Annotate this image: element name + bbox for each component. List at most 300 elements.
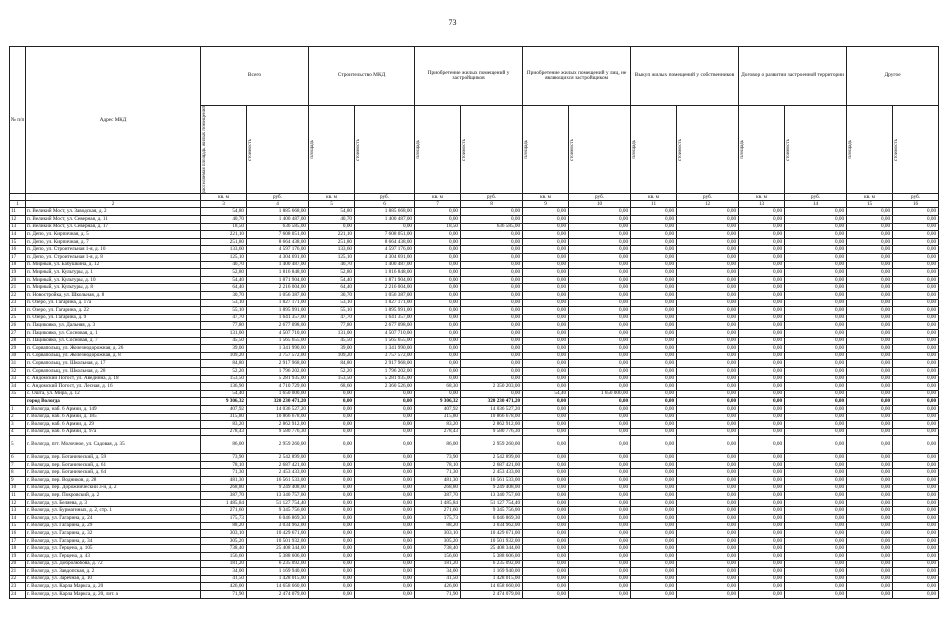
row-value: 1 871 904,00 <box>355 276 415 284</box>
row-value: 0,00 <box>785 231 847 239</box>
row-value: 0,00 <box>523 398 569 406</box>
row-value: 0,00 <box>785 246 847 254</box>
row-value: 73,90 <box>201 454 247 462</box>
row-value: 0,00 <box>677 269 739 277</box>
row-value: 0,00 <box>893 413 939 421</box>
row-value: 481,30 <box>415 477 461 485</box>
row-value: 52,20 <box>201 367 247 375</box>
row-value: 0,00 <box>893 292 939 300</box>
row-value: 0,00 <box>739 583 785 591</box>
column-numbers-row <box>10 201 939 208</box>
row-address: г. Вологда, ул. Герцена, д. 105 <box>26 545 201 553</box>
row-value: 0,00 <box>309 499 355 507</box>
row-value: 426,00 <box>201 583 247 591</box>
row-value: 2 677 098,00 <box>355 322 415 330</box>
row-value: 0,00 <box>785 575 847 583</box>
units-cell: руб. <box>247 194 309 201</box>
row-value: 14 036 527,20 <box>461 405 523 413</box>
row-value: 0,00 <box>739 337 785 345</box>
col-number: 14 <box>785 201 847 208</box>
row-value: 0,00 <box>785 352 847 360</box>
table-row <box>10 216 939 224</box>
row-value: 5 281 935,00 <box>355 375 415 383</box>
row-value: 0,00 <box>785 269 847 277</box>
row-value: 153,50 <box>201 375 247 383</box>
row-value: 0,00 <box>355 575 415 583</box>
row-value: 0,00 <box>893 208 939 216</box>
header-group-total: Всего <box>201 47 309 106</box>
row-value: 2 360 526,00 <box>355 383 415 391</box>
row-value: 0,00 <box>309 223 355 231</box>
row-value: 0,00 <box>785 454 847 462</box>
row-value: 4 597 176,00 <box>355 246 415 254</box>
row-value: 0,00 <box>523 337 569 345</box>
row-value: 0,00 <box>523 568 569 576</box>
header-area: площадь <box>309 106 355 194</box>
row-number: 17 <box>10 254 26 262</box>
header-groups-row <box>10 47 939 106</box>
row-value: 0,00 <box>785 428 847 436</box>
row-value: 0,00 <box>847 477 893 485</box>
row-value: 2 350 203,00 <box>461 383 523 391</box>
row-number: 19 <box>10 269 26 277</box>
row-address: г. Вологда, наб. 6 Армии, д. 97а <box>26 428 201 436</box>
row-value: 1 895 991,00 <box>355 307 415 315</box>
row-value: 9 345 756,00 <box>247 507 309 515</box>
row-value: 0,00 <box>631 484 677 492</box>
row-value: 0,00 <box>415 345 461 353</box>
row-value: 0,00 <box>309 390 355 398</box>
row-value: 0,00 <box>847 560 893 568</box>
row-value: 0,00 <box>785 216 847 224</box>
row-value: 0,00 <box>893 461 939 469</box>
row-address: г. Вологда, ул. Карла Маркса, д. 20, лит. а <box>26 590 201 598</box>
row-value: 0,00 <box>355 461 415 469</box>
row-value: 0,00 <box>569 530 631 538</box>
row-value: 221,10 <box>309 231 355 239</box>
row-address: п. Депо, ул. Кирпичная, д. 7 <box>26 238 201 246</box>
row-value: 4 507 710,00 <box>247 329 309 337</box>
row-value: 0,00 <box>847 292 893 300</box>
row-value: 0,00 <box>461 307 523 315</box>
row-number: 22 <box>10 575 26 583</box>
row-value: 2 917 968,00 <box>355 360 415 368</box>
row-value: 2 687 421,00 <box>461 461 523 469</box>
row-number: 33 <box>10 375 26 383</box>
row-value: 0,00 <box>893 522 939 530</box>
row-value: 0,00 <box>569 352 631 360</box>
table-row <box>10 238 939 246</box>
row-value: 305,20 <box>201 537 247 545</box>
table-row <box>10 575 939 583</box>
row-value: 0,00 <box>739 575 785 583</box>
row-value: 0,00 <box>739 208 785 216</box>
row-value: 0,00 <box>677 292 739 300</box>
row-value: 0,00 <box>847 461 893 469</box>
row-value: 1 565 655,00 <box>247 337 309 345</box>
row-address: г. Вологда, пер. Покровский, д. 2 <box>26 492 201 500</box>
row-value: 3 757 572,00 <box>247 352 309 360</box>
row-value: 0,00 <box>847 299 893 307</box>
row-value: 0,00 <box>569 575 631 583</box>
row-value: 0,00 <box>847 360 893 368</box>
row-value: 0,00 <box>415 254 461 262</box>
row-value: 0,00 <box>415 307 461 315</box>
row-value: 0,00 <box>569 231 631 239</box>
row-value: 0,00 <box>739 390 785 398</box>
row-value: 0,00 <box>785 421 847 429</box>
row-value: 0,00 <box>631 421 677 429</box>
row-value: 0,00 <box>893 530 939 538</box>
row-value: 78,10 <box>415 461 461 469</box>
row-value: 0,00 <box>309 398 355 406</box>
table-body <box>10 208 939 598</box>
header-group-buyout: Выкуп жилых помещений у собственников <box>631 47 739 106</box>
row-value: 0,00 <box>415 208 461 216</box>
row-value: 0,00 <box>847 469 893 477</box>
row-value: 14 036 527,20 <box>247 405 309 413</box>
table-row <box>10 337 939 345</box>
row-value: 0,00 <box>677 299 739 307</box>
row-value: 0,00 <box>523 477 569 485</box>
row-value: 271,60 <box>415 507 461 515</box>
row-value: 0,00 <box>893 299 939 307</box>
row-value: 0,00 <box>415 299 461 307</box>
row-value: 1 650 000,00 <box>247 390 309 398</box>
row-address: г. Вологда, ул. Гагарина, д. 29 <box>26 522 201 530</box>
row-value: 0,00 <box>739 436 785 454</box>
row-value: 0,00 <box>677 238 739 246</box>
row-value: 0,00 <box>785 499 847 507</box>
row-value: 175,73 <box>201 515 247 523</box>
row-value: 1 485,84 <box>201 499 247 507</box>
row-value: 0,00 <box>785 461 847 469</box>
row-address: г. Вологда, пер. Ботанический, д. 61 <box>26 461 201 469</box>
row-address: город Вологда <box>26 398 201 406</box>
row-value: 0,00 <box>569 345 631 353</box>
row-value: 0,00 <box>847 329 893 337</box>
row-value: 0,00 <box>739 492 785 500</box>
row-value: 278,43 <box>415 428 461 436</box>
row-value: 0,00 <box>677 590 739 598</box>
row-value: 0,00 <box>631 507 677 515</box>
table-row <box>10 413 939 421</box>
row-address: г. Вологда, ул. Беляева, д. 3 <box>26 499 201 507</box>
row-value: 271,60 <box>201 507 247 515</box>
row-value: 0,00 <box>355 522 415 530</box>
row-number: 18 <box>10 545 26 553</box>
row-value: 0,00 <box>355 413 415 421</box>
row-value: 426,00 <box>415 583 461 591</box>
row-number: 8 <box>10 469 26 477</box>
row-number: 16 <box>10 246 26 254</box>
row-value: 0,00 <box>847 428 893 436</box>
row-value: 54,40 <box>523 390 569 398</box>
row-value: 51 127 754,40 <box>461 499 523 507</box>
row-value: 0,00 <box>893 398 939 406</box>
row-value: 0,00 <box>569 299 631 307</box>
row-value: 0,00 <box>893 590 939 598</box>
row-value: 53,10 <box>201 299 247 307</box>
row-value: 13 340 757,00 <box>247 492 309 500</box>
row-value: 0,00 <box>309 477 355 485</box>
row-value: 0,00 <box>847 507 893 515</box>
row-value: 0,00 <box>461 261 523 269</box>
row-value: 0,00 <box>631 238 677 246</box>
table-row <box>10 590 939 598</box>
row-value: 0,00 <box>677 545 739 553</box>
row-value: 0,00 <box>677 337 739 345</box>
row-value: 0,00 <box>631 575 677 583</box>
row-address: п. Мирный, ул. Культуры, д. 8 <box>26 284 201 292</box>
row-value: 0,00 <box>523 261 569 269</box>
row-value: 0,00 <box>569 261 631 269</box>
row-number: 21 <box>10 568 26 576</box>
row-value: 0,00 <box>309 405 355 413</box>
row-value: 387,70 <box>201 492 247 500</box>
row-value: 0,00 <box>847 307 893 315</box>
row-value: 0,00 <box>523 367 569 375</box>
row-number: 12 <box>10 499 26 507</box>
row-value: 0,00 <box>893 507 939 515</box>
table-row <box>10 515 939 523</box>
row-value: 0,00 <box>569 375 631 383</box>
row-value: 0,00 <box>739 314 785 322</box>
row-value: 0,00 <box>569 428 631 436</box>
row-value: 0,00 <box>631 231 677 239</box>
row-value: 0,00 <box>785 568 847 576</box>
row-value: 305,20 <box>415 537 461 545</box>
col-number: 1 <box>10 201 26 208</box>
row-value: 83,20 <box>415 421 461 429</box>
col-number: 12 <box>677 201 739 208</box>
row-value: 0,00 <box>569 314 631 322</box>
row-value: 71,90 <box>201 590 247 598</box>
row-number: 14 <box>10 515 26 523</box>
row-value: 0,00 <box>739 469 785 477</box>
row-value: 0,00 <box>677 367 739 375</box>
row-address: п. Сорвапольщ, ул. Школьная, д. 17 <box>26 360 201 368</box>
row-address: г. Вологда, ул. Гагарина, д. 24 <box>26 515 201 523</box>
row-value: 0,00 <box>893 375 939 383</box>
row-value: 0,00 <box>785 405 847 413</box>
row-value: 54,80 <box>201 208 247 216</box>
row-value: 0,00 <box>739 507 785 515</box>
row-value: 636 585,00 <box>461 223 523 231</box>
row-value: 0,00 <box>739 477 785 485</box>
row-value: 0,00 <box>523 254 569 262</box>
row-value: 0,00 <box>631 390 677 398</box>
row-value: 0,00 <box>631 398 677 406</box>
row-number: 2 <box>10 413 26 421</box>
row-value: 131,00 <box>201 329 247 337</box>
row-value: 481,30 <box>201 477 247 485</box>
row-value: 0,00 <box>631 223 677 231</box>
row-value: 181,20 <box>201 560 247 568</box>
row-value: 0,00 <box>847 484 893 492</box>
row-value: 0,00 <box>677 568 739 576</box>
row-number: 13 <box>10 507 26 515</box>
header-cost: стоимость <box>355 106 415 194</box>
row-value: 0,00 <box>355 436 415 454</box>
row-value: 0,00 <box>415 276 461 284</box>
row-value: 1 341 990,00 <box>247 345 309 353</box>
row-value: 0,00 <box>677 246 739 254</box>
table-row <box>10 314 939 322</box>
row-value: 0,00 <box>785 329 847 337</box>
row-value: 0,00 <box>631 322 677 330</box>
row-value: 0,00 <box>785 367 847 375</box>
row-value: 0,00 <box>461 329 523 337</box>
row-value: 0,00 <box>739 421 785 429</box>
row-value: 0,00 <box>461 269 523 277</box>
row-value: 1 428 015,00 <box>247 575 309 583</box>
row-value: 6 046 869,30 <box>461 515 523 523</box>
row-value: 0,00 <box>309 507 355 515</box>
table-row <box>10 231 939 239</box>
row-value: 0,00 <box>785 515 847 523</box>
row-value: 268,80 <box>415 484 461 492</box>
row-value: 7 608 051,00 <box>355 231 415 239</box>
row-value: 1 650 000,00 <box>569 390 631 398</box>
row-value: 0,00 <box>785 583 847 591</box>
row-value: 54,40 <box>309 276 355 284</box>
row-address: с. Андомский Погост, ул. Авединна, д. 18 <box>26 375 201 383</box>
row-value: 0,00 <box>631 360 677 368</box>
row-value: 6 046 869,30 <box>247 515 309 523</box>
row-value: 2 453 433,00 <box>247 469 309 477</box>
row-value: 0,00 <box>415 352 461 360</box>
row-value: 1 485,84 <box>415 499 461 507</box>
row-value: 0,00 <box>785 390 847 398</box>
row-value: 0,00 <box>355 428 415 436</box>
row-value: 71,30 <box>415 469 461 477</box>
row-value: 0,00 <box>785 492 847 500</box>
row-value: 1 400 487,00 <box>247 261 309 269</box>
row-value: 0,00 <box>847 553 893 561</box>
row-value: 0,00 <box>523 276 569 284</box>
row-value: 0,00 <box>739 484 785 492</box>
table-row <box>10 223 939 231</box>
row-value: 0,00 <box>523 292 569 300</box>
row-value: 0,00 <box>569 329 631 337</box>
row-value: 0,00 <box>523 299 569 307</box>
row-address: п. Пациковко, ул. Сосновая, д. 1 <box>26 329 201 337</box>
row-value: 0,00 <box>523 421 569 429</box>
row-value: 0,00 <box>785 537 847 545</box>
row-value: 125,10 <box>309 254 355 262</box>
row-value: 136,90 <box>201 383 247 391</box>
row-value: 0,00 <box>847 405 893 413</box>
row-value: 0,00 <box>847 246 893 254</box>
row-address: г. Вологда, пер. Дорожнический 3-й, д. 2 <box>26 484 201 492</box>
row-value: 6 235 092,00 <box>247 560 309 568</box>
row-value: 0,00 <box>523 499 569 507</box>
row-value: 0,00 <box>893 284 939 292</box>
row-address: г. Вологда, ул. Гагарина, д. 32 <box>26 530 201 538</box>
row-value: 0,00 <box>785 530 847 538</box>
row-value: 9 306,32 <box>201 398 247 406</box>
row-value: 0,00 <box>785 436 847 454</box>
row-value: 0,00 <box>631 469 677 477</box>
row-value: 0,00 <box>677 515 739 523</box>
row-value: 251,80 <box>309 238 355 246</box>
row-value: 1 816 848,00 <box>355 269 415 277</box>
row-value: 0,00 <box>847 284 893 292</box>
row-value: 45,50 <box>309 337 355 345</box>
row-address: п. Депо, ул. Строительная 1-я, д. 8 <box>26 254 201 262</box>
row-value: 0,00 <box>569 398 631 406</box>
header-area: площадь <box>847 106 893 194</box>
row-value: 30,70 <box>309 292 355 300</box>
row-value: 0,00 <box>309 484 355 492</box>
row-value: 18,50 <box>201 223 247 231</box>
row-value: 0,00 <box>893 307 939 315</box>
row-value: 0,00 <box>847 261 893 269</box>
table-row <box>10 530 939 538</box>
row-value: 0,00 <box>523 329 569 337</box>
row-value: 320 230 471,20 <box>247 398 309 406</box>
row-value: 39,00 <box>309 345 355 353</box>
row-address: г. Вологда, ул. Гагарина, д. 34 <box>26 537 201 545</box>
row-value: 133,60 <box>201 246 247 254</box>
row-address: г. Вологда, пер. Ботанический, д. 64 <box>26 469 201 477</box>
row-value: 0,00 <box>415 216 461 224</box>
row-value: 0,00 <box>631 454 677 462</box>
row-value: 0,00 <box>523 314 569 322</box>
row-value: 0,00 <box>847 492 893 500</box>
row-value: 88,20 <box>415 522 461 530</box>
row-number: 28 <box>10 337 26 345</box>
row-value: 0,00 <box>677 231 739 239</box>
row-number: 4 <box>10 428 26 436</box>
table-row <box>10 507 939 515</box>
row-value: 0,00 <box>893 428 939 436</box>
row-value: 315,80 <box>201 413 247 421</box>
table-row <box>10 454 939 462</box>
row-value: 0,00 <box>461 352 523 360</box>
row-value: 0,00 <box>893 575 939 583</box>
row-value: 0,00 <box>893 314 939 322</box>
row-value: 0,00 <box>847 223 893 231</box>
row-value: 40,70 <box>309 261 355 269</box>
row-value: 0,00 <box>739 345 785 353</box>
row-value: 0,00 <box>309 553 355 561</box>
row-value: 0,00 <box>309 590 355 598</box>
row-value: 9 580 776,30 <box>461 428 523 436</box>
row-value: 0,00 <box>677 216 739 224</box>
row-value: 0,00 <box>739 413 785 421</box>
row-number: 34 <box>10 383 26 391</box>
row-value: 0,00 <box>523 238 569 246</box>
row-value: 0,00 <box>355 568 415 576</box>
row-value: 0,00 <box>847 231 893 239</box>
row-value: 2 542 899,00 <box>461 454 523 462</box>
row-address: п. Сорвапольщ, ул. Школьная, д. 28 <box>26 367 201 375</box>
row-value: 109,20 <box>309 352 355 360</box>
row-value: 0,00 <box>523 583 569 591</box>
row-value: 0,00 <box>847 537 893 545</box>
row-value: 303,10 <box>201 530 247 538</box>
row-value: 0,00 <box>847 238 893 246</box>
table-row <box>10 352 939 360</box>
row-value: 0,00 <box>415 246 461 254</box>
table-row <box>10 499 939 507</box>
table-row <box>10 383 939 391</box>
row-value: 0,00 <box>847 216 893 224</box>
row-value: 0,00 <box>569 421 631 429</box>
row-value: 0,00 <box>415 337 461 345</box>
